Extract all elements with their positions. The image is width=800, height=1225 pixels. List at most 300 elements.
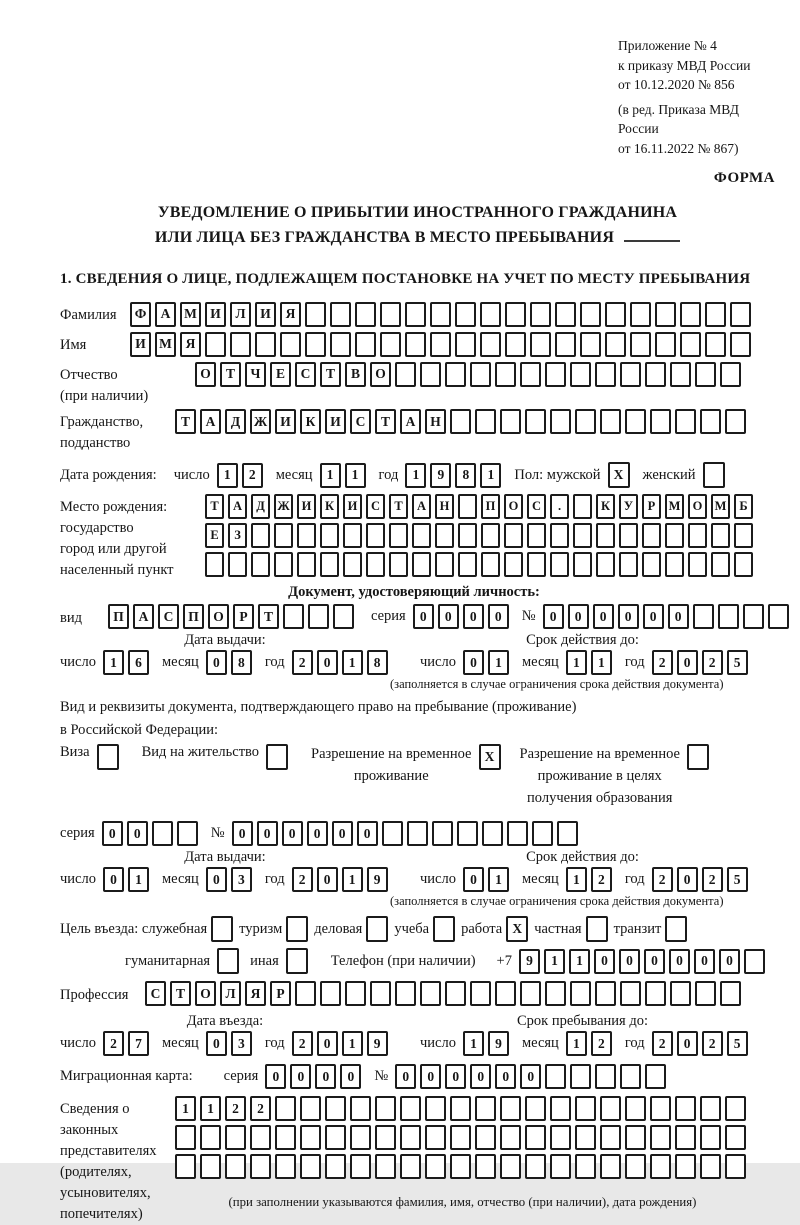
representatives-cell[interactable] — [275, 1096, 296, 1121]
profession-cell[interactable] — [470, 981, 491, 1006]
representatives-cell[interactable] — [475, 1154, 496, 1179]
stay-year-cell[interactable]: 2 — [652, 1031, 673, 1056]
migration-card-number-cell[interactable] — [545, 1064, 566, 1089]
doc-issue-day-cell[interactable]: 1 — [103, 650, 124, 675]
stay-year-cell[interactable]: 2 — [702, 1031, 723, 1056]
representatives-cell[interactable] — [425, 1154, 446, 1179]
representatives-cell[interactable] — [525, 1096, 546, 1121]
permit-number-cell[interactable] — [457, 821, 478, 846]
birthplace-cell[interactable]: О — [504, 494, 523, 519]
entry-year-cell[interactable]: 2 — [292, 1031, 313, 1056]
birthplace-cell[interactable]: Ж — [274, 494, 293, 519]
surname-cell[interactable]: И — [255, 302, 276, 327]
birthplace-cell[interactable]: П — [481, 494, 500, 519]
birthplace-cell[interactable] — [274, 523, 293, 548]
birthplace-cell[interactable] — [366, 552, 385, 577]
citizenship-cell[interactable] — [675, 409, 696, 434]
representatives-cell[interactable] — [475, 1096, 496, 1121]
entry-year-cell[interactable]: 1 — [342, 1031, 363, 1056]
surname-cell[interactable] — [405, 302, 426, 327]
birthplace-cell[interactable] — [389, 523, 408, 548]
profession-cell[interactable] — [395, 981, 416, 1006]
citizenship-cell[interactable] — [600, 409, 621, 434]
birthplace-cell[interactable] — [573, 494, 592, 519]
citizenship-cell[interactable]: А — [200, 409, 221, 434]
birthplace-cell[interactable] — [527, 552, 546, 577]
representatives-cell[interactable] — [600, 1125, 621, 1150]
migration-card-series-cell[interactable]: 0 — [315, 1064, 336, 1089]
permit-number-cell[interactable] — [482, 821, 503, 846]
surname-cell[interactable]: Ф — [130, 302, 151, 327]
birthplace-cell[interactable]: . — [550, 494, 569, 519]
doc-number-cell[interactable] — [693, 604, 714, 629]
purpose-humanitarian-checkbox[interactable] — [217, 948, 239, 974]
surname-cell[interactable] — [705, 302, 726, 327]
surname-cell[interactable]: Л — [230, 302, 251, 327]
representatives-cell[interactable] — [375, 1125, 396, 1150]
permit-issue-month-cell[interactable]: 3 — [231, 867, 252, 892]
doc-valid-year-cell[interactable]: 2 — [652, 650, 673, 675]
representatives-cell[interactable] — [225, 1125, 246, 1150]
purpose-transit-checkbox[interactable] — [665, 916, 687, 942]
citizenship-cell[interactable]: Н — [425, 409, 446, 434]
representatives-cell[interactable] — [625, 1154, 646, 1179]
permit-valid-month-cell[interactable]: 1 — [566, 867, 587, 892]
doc-type-cell[interactable]: П — [183, 604, 204, 629]
patronymic-cell[interactable] — [470, 362, 491, 387]
birthplace-cell[interactable] — [711, 523, 730, 548]
surname-cell[interactable] — [430, 302, 451, 327]
profession-cell[interactable]: С — [145, 981, 166, 1006]
representatives-cell[interactable] — [450, 1125, 471, 1150]
birthplace-cell[interactable] — [297, 523, 316, 548]
given-name-cell[interactable]: И — [130, 332, 151, 357]
surname-cell[interactable] — [305, 302, 326, 327]
permit-number-cell[interactable] — [557, 821, 578, 846]
citizenship-cell[interactable]: Д — [225, 409, 246, 434]
permit-issue-year-cell[interactable]: 0 — [317, 867, 338, 892]
representatives-cell[interactable] — [500, 1096, 521, 1121]
surname-cell[interactable] — [630, 302, 651, 327]
birthplace-cell[interactable] — [711, 552, 730, 577]
profession-cell[interactable] — [670, 981, 691, 1006]
birthplace-cell[interactable] — [435, 523, 454, 548]
doc-number-cell[interactable]: 0 — [568, 604, 589, 629]
birthplace-cell[interactable]: К — [320, 494, 339, 519]
representatives-cell[interactable] — [450, 1154, 471, 1179]
representatives-cell[interactable] — [375, 1096, 396, 1121]
purpose-business-checkbox[interactable] — [366, 916, 388, 942]
birth-day-cell[interactable]: 1 — [217, 463, 238, 488]
representatives-cell[interactable] — [600, 1096, 621, 1121]
permit-valid-year-cell[interactable]: 2 — [652, 867, 673, 892]
permit-valid-year-cell[interactable]: 5 — [727, 867, 748, 892]
given-name-cell[interactable]: М — [155, 332, 176, 357]
representatives-cell[interactable] — [575, 1125, 596, 1150]
given-name-cell[interactable] — [680, 332, 701, 357]
doc-series-cell[interactable]: 0 — [413, 604, 434, 629]
surname-cell[interactable] — [580, 302, 601, 327]
representatives-cell[interactable] — [550, 1125, 571, 1150]
given-name-cell[interactable] — [530, 332, 551, 357]
profession-cell[interactable] — [445, 981, 466, 1006]
given-name-cell[interactable] — [730, 332, 751, 357]
citizenship-cell[interactable] — [575, 409, 596, 434]
representatives-cell[interactable] — [675, 1125, 696, 1150]
representatives-cell[interactable] — [425, 1096, 446, 1121]
phone-cell[interactable]: 0 — [694, 949, 715, 974]
temp-residence-checkbox[interactable]: X — [479, 744, 501, 770]
representatives-cell[interactable]: 1 — [175, 1096, 196, 1121]
surname-cell[interactable] — [455, 302, 476, 327]
given-name-cell[interactable] — [580, 332, 601, 357]
permit-issue-day-cell[interactable]: 1 — [128, 867, 149, 892]
migration-card-number-cell[interactable] — [645, 1064, 666, 1089]
patronymic-cell[interactable] — [670, 362, 691, 387]
birthplace-cell[interactable] — [297, 552, 316, 577]
representatives-cell[interactable] — [525, 1125, 546, 1150]
purpose-tourism-checkbox[interactable] — [286, 916, 308, 942]
permit-number-cell[interactable]: 0 — [307, 821, 328, 846]
migration-card-number-cell[interactable]: 0 — [445, 1064, 466, 1089]
given-name-cell[interactable] — [255, 332, 276, 357]
birthplace-cell[interactable]: Д — [251, 494, 270, 519]
birth-month-cell[interactable]: 1 — [345, 463, 366, 488]
permit-number-cell[interactable]: 0 — [232, 821, 253, 846]
birthplace-cell[interactable] — [251, 552, 270, 577]
birthplace-cell[interactable] — [734, 523, 753, 548]
patronymic-cell[interactable] — [420, 362, 441, 387]
birthplace-cell[interactable] — [366, 523, 385, 548]
permit-valid-year-cell[interactable]: 0 — [677, 867, 698, 892]
permit-series-cell[interactable] — [152, 821, 173, 846]
surname-cell[interactable] — [480, 302, 501, 327]
profession-cell[interactable]: Т — [170, 981, 191, 1006]
surname-cell[interactable] — [605, 302, 626, 327]
birthplace-cell[interactable] — [481, 523, 500, 548]
profession-cell[interactable] — [545, 981, 566, 1006]
representatives-cell[interactable] — [350, 1125, 371, 1150]
surname-cell[interactable] — [555, 302, 576, 327]
citizenship-cell[interactable] — [475, 409, 496, 434]
doc-issue-year-cell[interactable]: 1 — [342, 650, 363, 675]
representatives-cell[interactable] — [525, 1154, 546, 1179]
surname-cell[interactable] — [355, 302, 376, 327]
representatives-cell[interactable]: 2 — [225, 1096, 246, 1121]
birthplace-cell[interactable] — [527, 523, 546, 548]
birthplace-cell[interactable]: С — [527, 494, 546, 519]
patronymic-cell[interactable] — [595, 362, 616, 387]
profession-cell[interactable] — [295, 981, 316, 1006]
patronymic-cell[interactable] — [495, 362, 516, 387]
representatives-cell[interactable] — [200, 1125, 221, 1150]
doc-valid-year-cell[interactable]: 0 — [677, 650, 698, 675]
doc-type-cell[interactable]: Р — [233, 604, 254, 629]
birthplace-cell[interactable] — [458, 494, 477, 519]
birthplace-cell[interactable] — [665, 523, 684, 548]
doc-issue-month-cell[interactable]: 0 — [206, 650, 227, 675]
representatives-cell[interactable] — [350, 1096, 371, 1121]
representatives-cell[interactable] — [625, 1125, 646, 1150]
representatives-cell[interactable] — [175, 1125, 196, 1150]
doc-valid-month-cell[interactable]: 1 — [591, 650, 612, 675]
representatives-cell[interactable] — [300, 1154, 321, 1179]
migration-card-number-cell[interactable] — [595, 1064, 616, 1089]
given-name-cell[interactable] — [630, 332, 651, 357]
birthplace-cell[interactable] — [734, 552, 753, 577]
given-name-cell[interactable] — [230, 332, 251, 357]
entry-year-cell[interactable]: 0 — [317, 1031, 338, 1056]
phone-cell[interactable]: 1 — [544, 949, 565, 974]
birthplace-cell[interactable] — [251, 523, 270, 548]
patronymic-cell[interactable] — [395, 362, 416, 387]
birthplace-cell[interactable]: А — [228, 494, 247, 519]
given-name-cell[interactable] — [505, 332, 526, 357]
entry-month-cell[interactable]: 3 — [231, 1031, 252, 1056]
given-name-cell[interactable] — [480, 332, 501, 357]
doc-issue-year-cell[interactable]: 0 — [317, 650, 338, 675]
doc-type-cell[interactable] — [308, 604, 329, 629]
representatives-cell[interactable]: 2 — [250, 1096, 271, 1121]
birthplace-cell[interactable] — [504, 523, 523, 548]
temp-residence-edu-checkbox[interactable] — [687, 744, 709, 770]
birthplace-cell[interactable]: Т — [389, 494, 408, 519]
citizenship-cell[interactable]: Т — [375, 409, 396, 434]
patronymic-cell[interactable] — [570, 362, 591, 387]
given-name-cell[interactable] — [430, 332, 451, 357]
birthplace-cell[interactable] — [320, 523, 339, 548]
birthplace-cell[interactable] — [343, 552, 362, 577]
birthplace-cell[interactable] — [412, 523, 431, 548]
phone-cell[interactable]: 0 — [619, 949, 640, 974]
profession-cell[interactable] — [320, 981, 341, 1006]
representatives-cell[interactable] — [650, 1125, 671, 1150]
birthplace-cell[interactable]: М — [665, 494, 684, 519]
visa-checkbox[interactable] — [97, 744, 119, 770]
phone-cell[interactable] — [744, 949, 765, 974]
representatives-cell[interactable] — [225, 1154, 246, 1179]
sex-male-checkbox[interactable]: X — [608, 462, 630, 488]
patronymic-cell[interactable] — [545, 362, 566, 387]
migration-card-series-cell[interactable]: 0 — [290, 1064, 311, 1089]
patronymic-cell[interactable]: Т — [220, 362, 241, 387]
doc-number-cell[interactable] — [743, 604, 764, 629]
stay-day-cell[interactable]: 9 — [488, 1031, 509, 1056]
surname-cell[interactable] — [730, 302, 751, 327]
representatives-cell[interactable] — [325, 1096, 346, 1121]
surname-cell[interactable]: М — [180, 302, 201, 327]
permit-issue-year-cell[interactable]: 1 — [342, 867, 363, 892]
birthplace-cell[interactable]: Е — [205, 523, 224, 548]
permit-number-cell[interactable]: 0 — [332, 821, 353, 846]
birthplace-cell[interactable]: И — [297, 494, 316, 519]
citizenship-cell[interactable]: К — [300, 409, 321, 434]
profession-cell[interactable] — [520, 981, 541, 1006]
patronymic-cell[interactable]: Т — [320, 362, 341, 387]
permit-issue-year-cell[interactable]: 2 — [292, 867, 313, 892]
doc-number-cell[interactable]: 0 — [643, 604, 664, 629]
phone-cell[interactable]: 9 — [519, 949, 540, 974]
birth-year-cell[interactable]: 1 — [480, 463, 501, 488]
given-name-cell[interactable] — [305, 332, 326, 357]
birthplace-cell[interactable]: М — [711, 494, 730, 519]
birth-day-cell[interactable]: 2 — [242, 463, 263, 488]
citizenship-cell[interactable] — [700, 409, 721, 434]
birthplace-cell[interactable]: Б — [734, 494, 753, 519]
surname-cell[interactable] — [380, 302, 401, 327]
representatives-cell[interactable] — [700, 1096, 721, 1121]
birthplace-cell[interactable] — [619, 523, 638, 548]
migration-card-series-cell[interactable]: 0 — [340, 1064, 361, 1089]
representatives-cell[interactable]: 1 — [200, 1096, 221, 1121]
sex-female-checkbox[interactable] — [703, 462, 725, 488]
profession-cell[interactable] — [495, 981, 516, 1006]
profession-cell[interactable] — [695, 981, 716, 1006]
birthplace-cell[interactable]: Н — [435, 494, 454, 519]
representatives-cell[interactable] — [300, 1125, 321, 1150]
purpose-work-checkbox[interactable]: X — [506, 916, 528, 942]
representatives-cell[interactable] — [325, 1125, 346, 1150]
birthplace-cell[interactable] — [596, 523, 615, 548]
patronymic-cell[interactable]: О — [195, 362, 216, 387]
representatives-cell[interactable] — [650, 1096, 671, 1121]
doc-number-cell[interactable]: 0 — [618, 604, 639, 629]
patronymic-cell[interactable] — [445, 362, 466, 387]
surname-cell[interactable]: И — [205, 302, 226, 327]
patronymic-cell[interactable]: Е — [270, 362, 291, 387]
patronymic-cell[interactable] — [520, 362, 541, 387]
doc-valid-day-cell[interactable]: 0 — [463, 650, 484, 675]
representatives-cell[interactable] — [175, 1154, 196, 1179]
citizenship-cell[interactable] — [550, 409, 571, 434]
purpose-other-checkbox[interactable] — [286, 948, 308, 974]
representatives-cell[interactable] — [250, 1125, 271, 1150]
permit-series-cell[interactable]: 0 — [102, 821, 123, 846]
birthplace-cell[interactable] — [573, 523, 592, 548]
given-name-cell[interactable] — [280, 332, 301, 357]
stay-year-cell[interactable]: 0 — [677, 1031, 698, 1056]
profession-cell[interactable] — [345, 981, 366, 1006]
birthplace-cell[interactable] — [458, 552, 477, 577]
citizenship-cell[interactable]: Т — [175, 409, 196, 434]
doc-series-cell[interactable]: 0 — [463, 604, 484, 629]
representatives-cell[interactable] — [400, 1125, 421, 1150]
representatives-cell[interactable] — [725, 1096, 746, 1121]
representatives-cell[interactable] — [200, 1154, 221, 1179]
migration-card-number-cell[interactable]: 0 — [420, 1064, 441, 1089]
given-name-cell[interactable] — [705, 332, 726, 357]
entry-day-cell[interactable]: 2 — [103, 1031, 124, 1056]
representatives-cell[interactable] — [725, 1154, 746, 1179]
doc-type-cell[interactable] — [283, 604, 304, 629]
surname-cell[interactable] — [680, 302, 701, 327]
representatives-cell[interactable] — [575, 1154, 596, 1179]
representatives-cell[interactable] — [300, 1096, 321, 1121]
permit-number-cell[interactable] — [507, 821, 528, 846]
birthplace-cell[interactable] — [412, 552, 431, 577]
representatives-cell[interactable] — [675, 1154, 696, 1179]
birthplace-cell[interactable] — [343, 523, 362, 548]
citizenship-cell[interactable]: И — [325, 409, 346, 434]
given-name-cell[interactable] — [455, 332, 476, 357]
permit-number-cell[interactable]: 0 — [257, 821, 278, 846]
phone-cell[interactable]: 0 — [719, 949, 740, 974]
doc-issue-month-cell[interactable]: 8 — [231, 650, 252, 675]
given-name-cell[interactable] — [555, 332, 576, 357]
representatives-cell[interactable] — [275, 1125, 296, 1150]
permit-valid-day-cell[interactable]: 0 — [463, 867, 484, 892]
profession-cell[interactable] — [595, 981, 616, 1006]
given-name-cell[interactable] — [355, 332, 376, 357]
representatives-cell[interactable] — [400, 1096, 421, 1121]
entry-year-cell[interactable]: 9 — [367, 1031, 388, 1056]
birthplace-cell[interactable] — [642, 552, 661, 577]
doc-type-cell[interactable]: А — [133, 604, 154, 629]
doc-issue-year-cell[interactable]: 8 — [367, 650, 388, 675]
permit-series-cell[interactable]: 0 — [127, 821, 148, 846]
profession-cell[interactable] — [620, 981, 641, 1006]
given-name-cell[interactable]: Я — [180, 332, 201, 357]
surname-cell[interactable]: А — [155, 302, 176, 327]
profession-cell[interactable]: О — [195, 981, 216, 1006]
stay-day-cell[interactable]: 1 — [463, 1031, 484, 1056]
birthplace-cell[interactable]: З — [228, 523, 247, 548]
doc-type-cell[interactable]: О — [208, 604, 229, 629]
birthplace-cell[interactable] — [642, 523, 661, 548]
permit-number-cell[interactable]: 0 — [357, 821, 378, 846]
stay-month-cell[interactable]: 2 — [591, 1031, 612, 1056]
citizenship-cell[interactable]: А — [400, 409, 421, 434]
given-name-cell[interactable] — [380, 332, 401, 357]
birthplace-cell[interactable] — [228, 552, 247, 577]
birth-month-cell[interactable]: 1 — [320, 463, 341, 488]
representatives-cell[interactable] — [575, 1096, 596, 1121]
citizenship-cell[interactable] — [625, 409, 646, 434]
given-name-cell[interactable] — [605, 332, 626, 357]
representatives-cell[interactable] — [350, 1154, 371, 1179]
profession-cell[interactable] — [720, 981, 741, 1006]
representatives-cell[interactable] — [450, 1096, 471, 1121]
birthplace-cell[interactable] — [389, 552, 408, 577]
migration-card-number-cell[interactable]: 0 — [395, 1064, 416, 1089]
birthplace-cell[interactable] — [550, 552, 569, 577]
representatives-cell[interactable] — [475, 1125, 496, 1150]
doc-series-cell[interactable]: 0 — [438, 604, 459, 629]
permit-issue-month-cell[interactable]: 0 — [206, 867, 227, 892]
doc-number-cell[interactable] — [768, 604, 789, 629]
representatives-cell[interactable] — [325, 1154, 346, 1179]
representatives-cell[interactable] — [550, 1096, 571, 1121]
purpose-study-checkbox[interactable] — [433, 916, 455, 942]
representatives-cell[interactable] — [425, 1125, 446, 1150]
permit-number-cell[interactable] — [532, 821, 553, 846]
purpose-official-checkbox[interactable] — [211, 916, 233, 942]
citizenship-cell[interactable]: И — [275, 409, 296, 434]
patronymic-cell[interactable]: В — [345, 362, 366, 387]
birthplace-cell[interactable]: К — [596, 494, 615, 519]
patronymic-cell[interactable]: Ч — [245, 362, 266, 387]
birthplace-cell[interactable] — [481, 552, 500, 577]
profession-cell[interactable] — [570, 981, 591, 1006]
migration-card-number-cell[interactable]: 0 — [520, 1064, 541, 1089]
surname-cell[interactable] — [330, 302, 351, 327]
migration-card-number-cell[interactable]: 0 — [495, 1064, 516, 1089]
entry-day-cell[interactable]: 7 — [128, 1031, 149, 1056]
profession-cell[interactable]: Л — [220, 981, 241, 1006]
profession-cell[interactable] — [420, 981, 441, 1006]
doc-valid-year-cell[interactable]: 2 — [702, 650, 723, 675]
profession-cell[interactable] — [645, 981, 666, 1006]
